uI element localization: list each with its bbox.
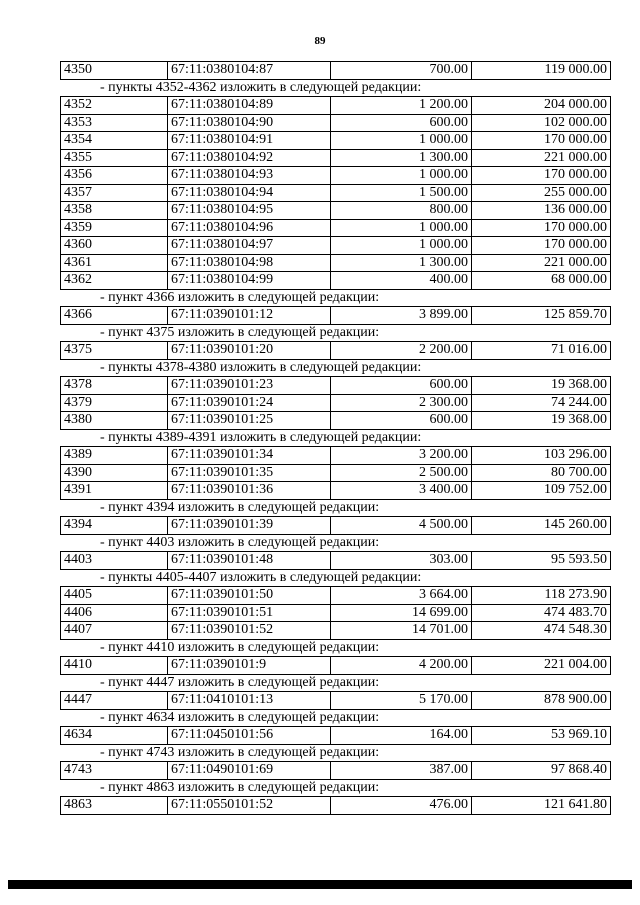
cadastral-number-cell: 67:11:0380104:93	[168, 167, 331, 185]
table-row	[61, 587, 611, 605]
value-cell: 221 000.00	[472, 254, 611, 272]
area-cell: 303.00	[331, 552, 472, 570]
area-cell: 3 400.00	[331, 482, 472, 500]
value-cell: 474 548.30	[472, 622, 611, 640]
amendment-section	[60, 745, 611, 780]
table-row	[61, 342, 611, 360]
value-cell: 80 700.00	[472, 464, 611, 482]
table-row	[61, 517, 611, 535]
table-row	[61, 692, 611, 710]
value-cell: 221 004.00	[472, 657, 611, 675]
table-row	[61, 149, 611, 167]
records-table	[60, 446, 611, 500]
row-number-cell: 4391	[61, 482, 168, 500]
section-heading: - пункты 4378-4380 изложить в следующей редакции:	[100, 359, 422, 375]
section-heading: - пункт 4863 изложить в следующей редакции:	[100, 779, 380, 795]
value-cell: 221 000.00	[472, 149, 611, 167]
cadastral-number-cell: 67:11:0380104:89	[168, 97, 331, 115]
row-number-cell: 4379	[61, 394, 168, 412]
table-row	[61, 604, 611, 622]
table-row	[61, 97, 611, 115]
value-cell: 71 016.00	[472, 342, 611, 360]
cadastral-number-cell: 67:11:0390101:36	[168, 482, 331, 500]
value-cell: 204 000.00	[472, 97, 611, 115]
row-number-cell: 4380	[61, 412, 168, 430]
cadastral-number-cell: 67:11:0390101:50	[168, 587, 331, 605]
table-row	[61, 464, 611, 482]
records-table	[60, 761, 611, 780]
records-table	[60, 516, 611, 535]
amendment-section	[60, 675, 611, 710]
area-cell: 4 500.00	[331, 517, 472, 535]
cadastral-number-cell: 67:11:0450101:56	[168, 727, 331, 745]
area-cell: 400.00	[331, 272, 472, 290]
table-row	[61, 307, 611, 325]
table-row	[61, 394, 611, 412]
value-cell: 109 752.00	[472, 482, 611, 500]
cadastral-number-cell: 67:11:0380104:98	[168, 254, 331, 272]
records-table	[60, 691, 611, 710]
table-row	[61, 202, 611, 220]
cadastral-number-cell: 67:11:0410101:13	[168, 692, 331, 710]
row-number-cell: 4405	[61, 587, 168, 605]
records-table	[60, 306, 611, 325]
value-cell: 19 368.00	[472, 412, 611, 430]
table-row	[61, 657, 611, 675]
table-row	[61, 377, 611, 395]
row-number-cell: 4394	[61, 517, 168, 535]
section-heading: - пункт 4375 изложить в следующей редакции:	[100, 324, 380, 340]
row-number-cell: 4410	[61, 657, 168, 675]
cadastral-number-cell: 67:11:0490101:69	[168, 762, 331, 780]
row-number-cell: 4378	[61, 377, 168, 395]
value-cell: 170 000.00	[472, 237, 611, 255]
table-row	[61, 114, 611, 132]
row-number-cell: 4355	[61, 149, 168, 167]
area-cell: 800.00	[331, 202, 472, 220]
table-row	[61, 482, 611, 500]
value-cell: 474 483.70	[472, 604, 611, 622]
section-heading: - пункты 4352-4362 изложить в следующей редакции:	[100, 79, 422, 95]
area-cell: 4 200.00	[331, 657, 472, 675]
table-row	[61, 219, 611, 237]
records-table	[60, 96, 611, 290]
cadastral-number-cell: 67:11:0390101:35	[168, 464, 331, 482]
value-cell: 103 296.00	[472, 447, 611, 465]
table-row	[61, 762, 611, 780]
table-row	[61, 622, 611, 640]
records-table	[60, 726, 611, 745]
value-cell: 125 859.70	[472, 307, 611, 325]
cadastral-number-cell: 67:11:0390101:24	[168, 394, 331, 412]
amendment-section	[60, 535, 611, 570]
area-cell: 1 000.00	[331, 237, 472, 255]
row-number-cell: 4743	[61, 762, 168, 780]
cadastral-number-cell: 67:11:0380104:96	[168, 219, 331, 237]
cadastral-number-cell: 67:11:0390101:20	[168, 342, 331, 360]
cadastral-number-cell: 67:11:0390101:25	[168, 412, 331, 430]
table-row	[61, 552, 611, 570]
amendment-section	[60, 360, 611, 430]
amendment-section	[60, 500, 611, 535]
area-cell: 700.00	[331, 62, 472, 80]
value-cell: 170 000.00	[472, 167, 611, 185]
row-number-cell: 4634	[61, 727, 168, 745]
area-cell: 14 701.00	[331, 622, 472, 640]
row-number-cell: 4407	[61, 622, 168, 640]
row-number-cell: 4863	[61, 797, 168, 815]
amendment-section	[60, 780, 611, 815]
cadastral-number-cell: 67:11:0380104:99	[168, 272, 331, 290]
value-cell: 118 273.90	[472, 587, 611, 605]
section-heading: - пункт 4394 изложить в следующей редакции:	[100, 499, 380, 515]
row-number-cell: 4357	[61, 184, 168, 202]
value-cell: 170 000.00	[472, 219, 611, 237]
row-number-cell: 4359	[61, 219, 168, 237]
table-row	[61, 184, 611, 202]
value-cell: 68 000.00	[472, 272, 611, 290]
row-number-cell: 4356	[61, 167, 168, 185]
section-heading: - пункт 4634 изложить в следующей редакции:	[100, 709, 380, 725]
row-number-cell: 4358	[61, 202, 168, 220]
value-cell: 136 000.00	[472, 202, 611, 220]
records-table	[60, 61, 611, 80]
cadastral-number-cell: 67:11:0380104:91	[168, 132, 331, 150]
value-cell: 53 969.10	[472, 727, 611, 745]
amendment-section	[60, 80, 611, 290]
row-number-cell: 4390	[61, 464, 168, 482]
area-cell: 476.00	[331, 797, 472, 815]
cadastral-number-cell: 67:11:0380104:92	[168, 149, 331, 167]
section-heading: - пункт 4447 изложить в следующей редакции:	[100, 674, 380, 690]
value-cell: 121 641.80	[472, 797, 611, 815]
row-number-cell: 4366	[61, 307, 168, 325]
area-cell: 3 899.00	[331, 307, 472, 325]
value-cell: 255 000.00	[472, 184, 611, 202]
section-heading: - пункт 4366 изложить в следующей редакции:	[100, 289, 380, 305]
value-cell: 97 868.40	[472, 762, 611, 780]
amendment-section	[60, 430, 611, 500]
bottom-scan-border	[8, 880, 632, 889]
cadastral-number-cell: 67:11:0380104:94	[168, 184, 331, 202]
area-cell: 1 300.00	[331, 254, 472, 272]
table-row	[61, 797, 611, 815]
row-number-cell: 4361	[61, 254, 168, 272]
value-cell: 145 260.00	[472, 517, 611, 535]
cadastral-number-cell: 67:11:0380104:97	[168, 237, 331, 255]
row-number-cell: 4362	[61, 272, 168, 290]
table-row	[61, 447, 611, 465]
cadastral-number-cell: 67:11:0380104:95	[168, 202, 331, 220]
records-table	[60, 656, 611, 675]
cadastral-number-cell: 67:11:0390101:12	[168, 307, 331, 325]
amendment-section	[60, 290, 611, 325]
amendment-section	[60, 640, 611, 675]
area-cell: 1 300.00	[331, 149, 472, 167]
area-cell: 3 664.00	[331, 587, 472, 605]
cadastral-number-cell: 67:11:0390101:52	[168, 622, 331, 640]
amendment-section	[60, 61, 611, 80]
row-number-cell: 4406	[61, 604, 168, 622]
page-number: 89	[314, 35, 326, 47]
area-cell: 387.00	[331, 762, 472, 780]
records-table	[60, 796, 611, 815]
row-number-cell: 4389	[61, 447, 168, 465]
section-heading: - пункты 4389-4391 изложить в следующей редакции:	[100, 429, 422, 445]
row-number-cell: 4353	[61, 114, 168, 132]
area-cell: 600.00	[331, 412, 472, 430]
cadastral-number-cell: 67:11:0390101:34	[168, 447, 331, 465]
cadastral-number-cell: 67:11:0390101:48	[168, 552, 331, 570]
records-table	[60, 551, 611, 570]
area-cell: 14 699.00	[331, 604, 472, 622]
row-number-cell: 4375	[61, 342, 168, 360]
section-heading: - пункт 4403 изложить в следующей редакции:	[100, 534, 380, 550]
area-cell: 1 500.00	[331, 184, 472, 202]
value-cell: 19 368.00	[472, 377, 611, 395]
value-cell: 102 000.00	[472, 114, 611, 132]
section-heading: - пункты 4405-4407 изложить в следующей редакции:	[100, 569, 422, 585]
value-cell: 878 900.00	[472, 692, 611, 710]
table-row	[61, 272, 611, 290]
amendment-section	[60, 325, 611, 360]
row-number-cell: 4350	[61, 62, 168, 80]
area-cell: 2 300.00	[331, 394, 472, 412]
table-row	[61, 727, 611, 745]
document-body	[60, 61, 611, 815]
value-cell: 119 000.00	[472, 62, 611, 80]
table-row	[61, 412, 611, 430]
section-heading: - пункт 4743 изложить в следующей редакции:	[100, 744, 380, 760]
row-number-cell: 4447	[61, 692, 168, 710]
cadastral-number-cell: 67:11:0550101:52	[168, 797, 331, 815]
area-cell: 5 170.00	[331, 692, 472, 710]
table-row	[61, 254, 611, 272]
value-cell: 95 593.50	[472, 552, 611, 570]
table-row	[61, 132, 611, 150]
records-table	[60, 586, 611, 640]
cadastral-number-cell: 67:11:0390101:39	[168, 517, 331, 535]
row-number-cell: 4403	[61, 552, 168, 570]
amendment-section	[60, 710, 611, 745]
records-table	[60, 376, 611, 430]
area-cell: 1 000.00	[331, 219, 472, 237]
value-cell: 74 244.00	[472, 394, 611, 412]
table-row	[61, 237, 611, 255]
row-number-cell: 4354	[61, 132, 168, 150]
table-row	[61, 167, 611, 185]
cadastral-number-cell: 67:11:0380104:87	[168, 62, 331, 80]
row-number-cell: 4352	[61, 97, 168, 115]
cadastral-number-cell: 67:11:0390101:51	[168, 604, 331, 622]
cadastral-number-cell: 67:11:0390101:9	[168, 657, 331, 675]
cadastral-number-cell: 67:11:0380104:90	[168, 114, 331, 132]
row-number-cell: 4360	[61, 237, 168, 255]
area-cell: 1 000.00	[331, 132, 472, 150]
area-cell: 600.00	[331, 377, 472, 395]
area-cell: 2 500.00	[331, 464, 472, 482]
section-heading: - пункт 4410 изложить в следующей редакции:	[100, 639, 380, 655]
area-cell: 1 000.00	[331, 167, 472, 185]
area-cell: 600.00	[331, 114, 472, 132]
cadastral-number-cell: 67:11:0390101:23	[168, 377, 331, 395]
value-cell: 170 000.00	[472, 132, 611, 150]
area-cell: 1 200.00	[331, 97, 472, 115]
area-cell: 2 200.00	[331, 342, 472, 360]
area-cell: 3 200.00	[331, 447, 472, 465]
records-table	[60, 341, 611, 360]
amendment-section	[60, 570, 611, 640]
table-row	[61, 62, 611, 80]
area-cell: 164.00	[331, 727, 472, 745]
